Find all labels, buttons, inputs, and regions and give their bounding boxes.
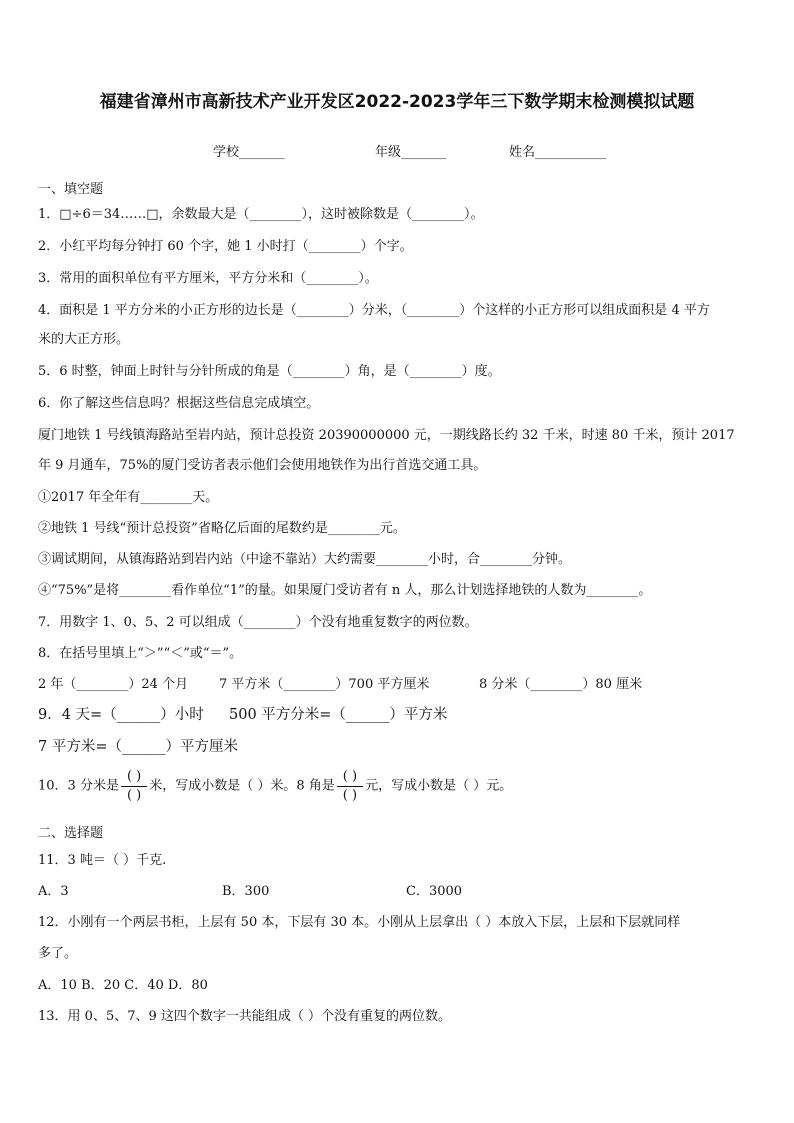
question-9-item-b: 500 平方分米=（______）平方米 (229, 707, 448, 723)
question-8-item-a: 2 年（________）24 个月 (38, 677, 189, 692)
question-6-sub-4: ④“75%”是将________看作单位“1”的量。如果厦门受访者有 n 人，那么计划选择地铁的人数为________。 (38, 583, 652, 598)
question-8-item-b: 7 平方米（________）700 平方厘米 (219, 677, 430, 692)
question-6-sub-1: ①2017 年全年有________天。 (38, 490, 219, 505)
section-choice: 二、选择题 (38, 826, 104, 841)
question-10-prefix: 10．3 分米是 (38, 778, 119, 794)
name-field: 姓名___________ (509, 145, 607, 160)
fraction-blank-2 (337, 769, 363, 804)
question-10 (38, 769, 512, 804)
page-title: 福建省漳州市高新技术产业开发区2022-2023学年三下数学期末检测模拟试题 (99, 92, 695, 112)
question-11-option-c: C．3000 (406, 884, 463, 899)
question-9-item-a: 9．4 天=（______）小时 (38, 707, 204, 723)
question-13: 13．用 0、5、7、9 这四个数字一共能组成（ ）个没有重复的两位数。 (38, 1009, 452, 1024)
question-11: 11．3 吨＝（ ）千克. (38, 853, 167, 868)
question-1: 1．□÷6＝34……□，余数最大是（________），这时被除数是（________）。 (38, 207, 484, 222)
question-7: 7．用数字 1、0、5、2 可以组成（________）个没有地重复数字的两位数。 (38, 615, 478, 630)
fraction-2-denominator: ( ) (342, 788, 358, 803)
question-5: 5．6 时整，钟面上时针与分针所成的角是（________）角，是（________）度。 (38, 364, 501, 379)
question-10-middle: 米，写成小数是（ ）米。8 角是 (149, 778, 335, 794)
section-fill-in: 一、填空题 (38, 182, 104, 197)
question-6-sub-3: ③调试期间，从镇海路站到岩内站（中途不靠站）大约需要________小时，合________分钟。 (38, 552, 572, 567)
question-8-item-c: 8 分米（________）80 厘米 (479, 677, 643, 692)
question-4-line-2: 米的大正方形。 (38, 332, 130, 347)
grade-field: 年级_______ (375, 145, 447, 160)
question-11-option-b: B．300 (222, 884, 270, 899)
question-10-suffix: 元，写成小数是（ ）元。 (365, 778, 513, 794)
question-9-item-c: 7 平方米=（______）平方厘米 (38, 739, 238, 755)
fraction-2-numerator: ( ) (337, 769, 363, 787)
question-6-sub-2: ②地铁 1 号线“预计总投资”省略亿后面的尾数约是________元。 (38, 521, 406, 536)
question-2: 2．小红平均每分钟打 60 个字，她 1 小时打（________）个字。 (38, 239, 413, 254)
question-3: 3．常用的面积单位有平方厘米，平方分米和（________）。 (38, 271, 378, 286)
fraction-1-numerator: ( ) (121, 769, 147, 787)
question-6-passage-line-1: 厦门地铁 1 号线镇海路站至岩内站，预计总投资 20390000000 元，一期线路长约 32 千米，时速 80 千米，预计 2017 (38, 428, 735, 443)
question-12-options: A．10 B．20 C．40 D．80 (38, 978, 208, 993)
question-12-line-1: 12．小刚有一个两层书柜，上层有 50 本，下层有 30 本。小刚从上层拿出（ ）本放入下层，上层和下层就同样 (38, 915, 681, 930)
question-11-option-a: A．3 (38, 884, 69, 899)
fraction-blank-1 (121, 769, 147, 804)
question-4-line-1: 4．面积是 1 平方分米的小正方形的边长是（________）分米，（________）个这样的小正方形可以组成面积是 4 平方 (38, 303, 710, 318)
question-8: 8．在括号里填上“＞”“＜”或“＝”。 (38, 646, 243, 661)
question-12-line-2: 多了。 (38, 946, 78, 961)
fraction-1-denominator: ( ) (126, 788, 142, 803)
question-6: 6．你了解这些信息吗？根据这些信息完成填空。 (38, 396, 320, 411)
question-6-passage-line-2: 年 9 月通车，75%的厦门受访者表示他们会使用地铁作为出行首选交通工具。 (38, 458, 487, 473)
school-field: 学校_______ (213, 145, 285, 160)
